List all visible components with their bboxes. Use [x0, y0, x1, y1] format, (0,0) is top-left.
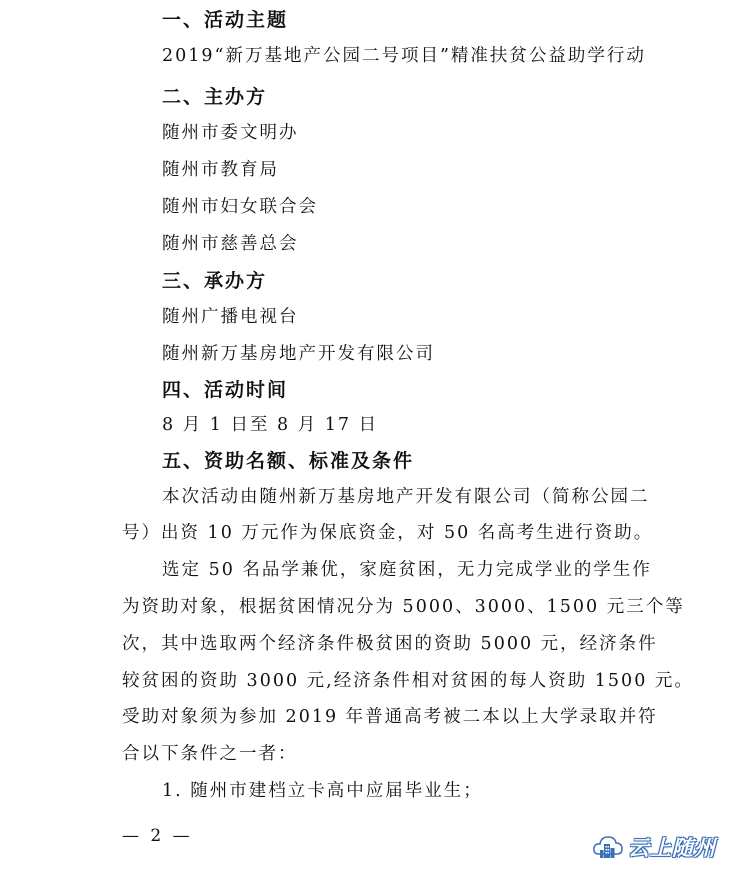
paragraph-line: 号）出资 10 万元作为保底资金，对 50 名高考生进行资助。 — [122, 523, 654, 543]
organizer-line: 随州市妇女联合会 — [162, 197, 318, 217]
paragraph-line: 较贫困的资助 3000 元,经济条件相对贫困的每人资助 1500 元。 — [122, 671, 694, 691]
activity-dates: 8 月 1 日至 8 月 17 日 — [162, 415, 379, 435]
organizer-line: 随州市教育局 — [162, 160, 279, 180]
condition-item: 1. 随州市建档立卡高中应届毕业生； — [162, 781, 483, 801]
watermark-logo — [592, 832, 716, 862]
section-1-theme: 2019“新万基地产公园二号项目”精准扶贫公益助学行动 — [162, 46, 646, 66]
section-1-heading: 一、活动主题 — [162, 9, 289, 31]
organizer-line: 随州市慈善总会 — [162, 234, 299, 254]
organizer-line: 随州市委文明办 — [162, 123, 299, 143]
cloud-building-icon — [592, 832, 624, 862]
co-organizer-line: 随州广播电视台 — [162, 307, 299, 327]
watermark-text: 云上随州 — [628, 836, 716, 860]
paragraph-line: 为资助对象，根据贫困情况分为 5000、3000、1500 元三个等 — [122, 597, 685, 617]
paragraph-line: 本次活动由随州新万基房地产开发有限公司（简称公园二 — [162, 487, 650, 507]
paragraph-line: 受助对象须为参加 2019 年普通高考被二本以上大学录取并符 — [122, 707, 658, 727]
section-2-heading: 二、主办方 — [162, 86, 268, 108]
section-5-heading: 五、资助名额、标准及条件 — [162, 450, 415, 472]
paragraph-line: 选定 50 名品学兼优，家庭贫困，无力完成学业的学生作 — [162, 560, 652, 580]
section-4-heading: 四、活动时间 — [162, 379, 289, 401]
co-organizer-line: 随州新万基房地产开发有限公司 — [162, 344, 435, 364]
paragraph-line: 合以下条件之一者： — [122, 744, 298, 764]
paragraph-line: 次，其中选取两个经济条件极贫困的资助 5000 元，经济条件 — [122, 634, 658, 654]
section-3-heading: 三、承办方 — [162, 270, 268, 292]
page-number: — 2 — — [122, 826, 193, 846]
